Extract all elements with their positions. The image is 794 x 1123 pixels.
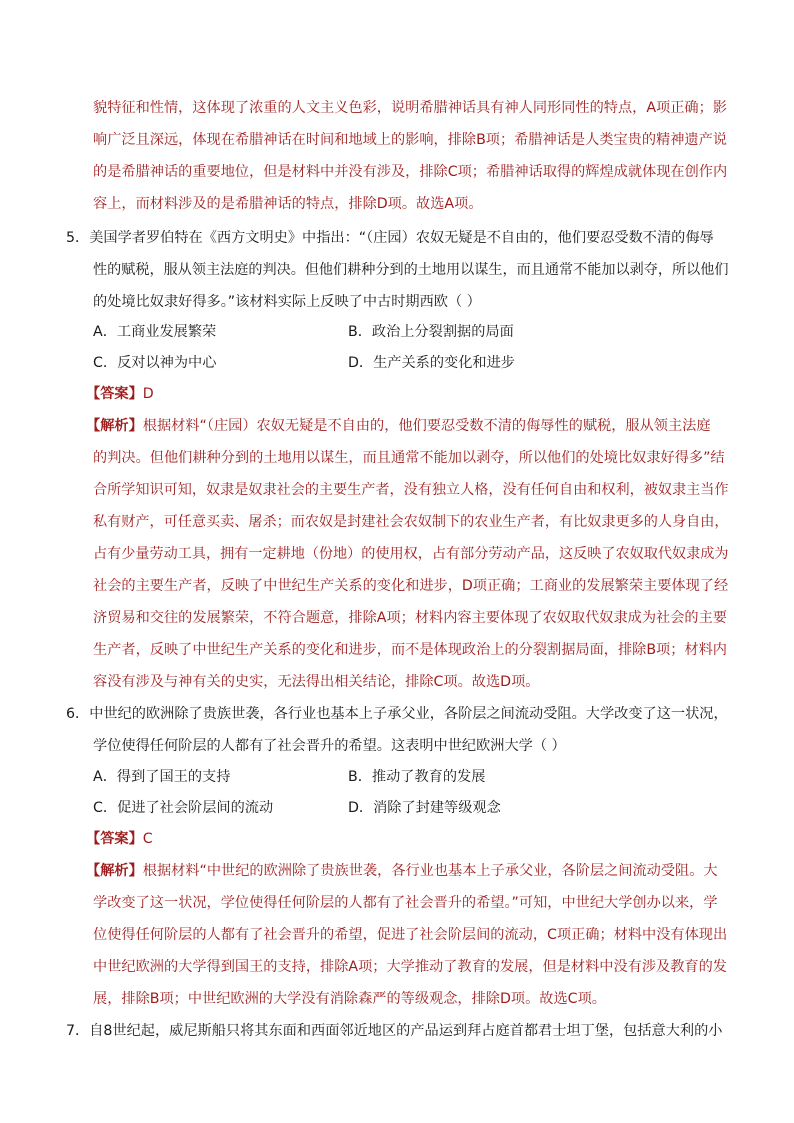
q5-stem-line: 5．美国学者罗伯特在《西方文明史》中指出：“（庄园）农奴无疑是不自由的，他们要忍受数不清的侮辱	[66, 230, 714, 246]
q5-analysis-line: 生产者，反映了中世纪生产关系的变化和进步，而不是体现政治上的分裂割据局面，排除B项；材料内	[93, 642, 727, 658]
q5-option-c: C．反对以神为中心	[93, 355, 217, 371]
q7-stem-line: 7．自8世纪起，威尼斯船只将其东面和西面邻近地区的产品运到拜占庭首都君士坦丁堡，包括意大利的小	[66, 1023, 723, 1039]
q6-analysis-line: 位使得任何阶层的人都有了社会晋升的希望，促进了社会阶层间的流动，C项正确；材料中没有体现出	[93, 927, 728, 943]
q5-option-b: B．政治上分裂割据的局面	[348, 324, 514, 340]
q6-analysis-line: 【解析】根据材料“中世纪的欧洲除了贵族世袭，各行业也基本上子承父业，各阶层之间流动受阻。大	[86, 863, 718, 879]
q5-analysis-line: 私有财产，可任意买卖、屠杀；而农奴是封建社会农奴制下的农业生产者，有比奴隶更多的人身自由，	[93, 514, 729, 530]
prev-analysis-line: 貌特征和性情，这体现了浓重的人文主义色彩，说明希腊神话具有神人同形同性的特点，A项正确；影	[93, 100, 727, 116]
q6-option-b: B．推动了教育的发展	[348, 769, 486, 785]
q6-stem-line: 学位使得任何阶层的人都有了社会晋升的希望。这表明中世纪欧洲大学（ ）	[93, 738, 566, 754]
answer-value: D	[142, 386, 154, 402]
q5-analysis-line: 社会的主要生产者，反映了中世纪生产关系的变化和进步，D项正确；工商业的发展繁荣主要体现了经	[93, 578, 729, 594]
prev-analysis-line: 的是希腊神话的重要地位，但是材料中并没有涉及，排除C项；希腊神话取得的辉煌成就体现在创作内	[93, 164, 728, 180]
q6-analysis-line: 中世纪欧洲的大学得到国王的支持，排除A项；大学推动了教育的发展，但是材料中没有涉及教育的发	[93, 959, 727, 975]
q5-answer	[86, 384, 154, 404]
q5-stem-line: 性的赋税，服从领主法庭的判决。但他们耕种分到的土地用以谋生，而且通常不能加以剥夺，所以他们	[93, 262, 729, 278]
q6-option-a: A．得到了国王的支持	[93, 769, 231, 785]
q5-analysis-line: 容没有涉及与神有关的史实，无法得出相关结论，排除C项。故选D项。	[93, 674, 540, 690]
answer-tag: 【答案】	[86, 386, 143, 402]
q6-analysis-line: 学改变了这一状况，学位使得任何阶层的人都有了社会晋升的希望。”可知，中世纪大学创办以来，学	[93, 895, 718, 911]
q6-option-c: C．促进了社会阶层间的流动	[93, 800, 274, 816]
q6-analysis-line: 展，排除B项；中世纪欧洲的大学没有消除森严的等级观念，排除D项。故选C项。	[93, 991, 606, 1007]
q5-analysis-line: 济贸易和交往的发展繁荣，不符合题意，排除A项；材料内容主要体现了农奴取代奴隶成为社会的主要	[93, 610, 727, 626]
prev-analysis-line: 响广泛且深远，体现在希腊神话在时间和地域上的影响，排除B项；希腊神话是人类宝贵的精神遗产说	[93, 132, 727, 148]
q5-stem-line: 的处境比奴隶好得多。”该材料实际上反映了中古时期西欧（ ）	[93, 294, 481, 310]
q5-analysis-line: 占有少量劳动工具，拥有一定耕地（份地）的使用权，占有部分劳动产品，这反映了农奴取代奴隶成为	[93, 546, 729, 562]
prev-analysis-line: 容上，而材料涉及的是希腊神话的特点，排除D项。故选A项。	[93, 196, 483, 212]
q6-stem-line: 6．中世纪的欧洲除了贵族世袭，各行业也基本上子承父业，各阶层之间流动受阻。大学改变了这一状况，	[66, 706, 728, 722]
q6-answer	[86, 829, 153, 849]
answer-tag: 【答案】	[86, 831, 143, 847]
answer-value: C	[142, 831, 153, 847]
q5-option-d: D．生产关系的变化和进步	[348, 355, 515, 371]
q5-analysis-line: 的判决。但他们耕种分到的土地用以谋生，而且通常不能加以剥夺，所以他们的处境比奴隶好得多”结	[93, 450, 725, 466]
q5-analysis-line: 合所学知识可知，奴隶是奴隶社会的主要生产者，没有独立人格，没有任何自由和权利，被奴隶主当作	[93, 482, 729, 498]
q6-option-d: D．消除了封建等级观念	[348, 800, 501, 816]
q5-analysis-line: 【解析】根据材料“（庄园）农奴无疑是不自由的，他们要忍受数不清的侮辱性的赋税，服从领主法庭	[86, 418, 711, 434]
q5-option-a: A．工商业发展繁荣	[93, 324, 217, 340]
analysis-tag: 【解析】	[86, 863, 143, 879]
analysis-tag: 【解析】	[86, 418, 143, 434]
